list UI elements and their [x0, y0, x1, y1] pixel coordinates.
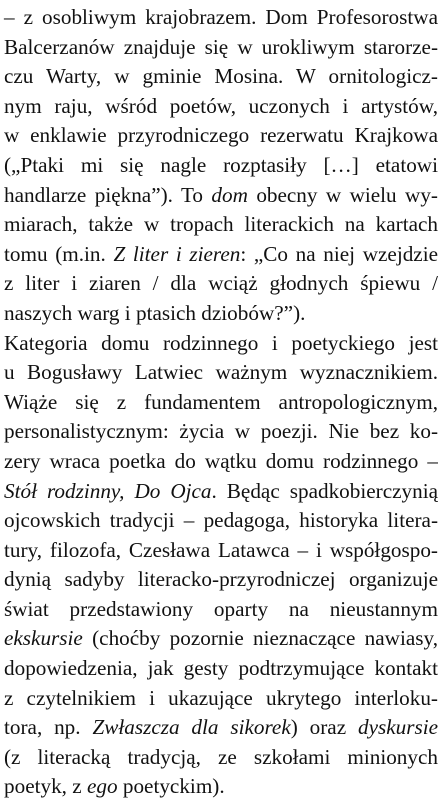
text-segment: tora, np. [4, 715, 93, 740]
text-segment: w enklawie przyrodniczego rezerwatu Krajkowa [4, 123, 438, 148]
text-segment: (z literacką tradycją, ze szkołami minionych [4, 744, 438, 769]
text-line [4, 121, 438, 151]
text-line [4, 624, 438, 654]
text-line [4, 654, 438, 684]
italic-text-segment: Zwłaszcza dla sikorek [92, 715, 291, 740]
text-segment: Balcerzanów znajduje się w urokliwym starorze- [4, 34, 438, 59]
text-line [4, 33, 438, 63]
text-line [4, 743, 438, 773]
text-line [4, 299, 438, 329]
text-line [4, 595, 438, 625]
text-segment: ) oraz [290, 715, 358, 740]
text-segment: naszych warg i ptasich dziobów?”). [4, 300, 306, 325]
text-segment: dopowiedzenia, jak gesty podtrzymujące kontakt [4, 656, 438, 681]
text-line [4, 329, 438, 359]
text-line [4, 92, 438, 122]
italic-text-segment: dyskursie [357, 715, 438, 740]
text-segment: poetyckim). [117, 774, 225, 799]
text-line [4, 684, 438, 714]
text-segment: z liter i ziaren / dla wciąż głodnych śpiewu / [4, 271, 438, 296]
text-segment: tomu (m.in. [4, 241, 114, 266]
text-segment: dynią sadyby literacko-przyrodniczej organizuje [4, 567, 438, 592]
text-segment: handlarze piękna”). To [4, 182, 212, 207]
text-segment: zery wraca poetka do wątku domu rodzinnego – [4, 448, 438, 473]
text-line [4, 477, 438, 507]
text-segment: (choćby pozornie nieznaczące nawiasy, [82, 626, 438, 651]
italic-text-segment: dom [211, 182, 248, 207]
text-segment: . Będąc spadkobierczynią [211, 478, 438, 503]
text-line [4, 269, 438, 299]
text-line [4, 210, 438, 240]
text-segment: z czytelnikiem i ukazujące ukrytego interloku- [4, 685, 438, 710]
text-segment: miarach, także w tropach literackich na kartach [4, 212, 438, 237]
text-segment: czu Warty, w gminie Mosina. W ornitologicz- [4, 64, 438, 89]
text-segment: : „Co na niej wzejdzie [240, 241, 438, 266]
text-line [4, 565, 438, 595]
text-segment: tury, filozofa, Czesława Latawca – i współgospo- [4, 537, 438, 562]
text-segment: u Bogusławy Latwiec ważnym wyznacznikiem. [4, 360, 438, 385]
text-segment: Wiąże się z fundamentem antropologicznym, [4, 389, 438, 414]
text-line [4, 388, 438, 418]
text-segment: personalistycznym: życia w poezji. Nie bez ko- [4, 419, 438, 444]
text-line [4, 536, 438, 566]
italic-text-segment: ekskursie [4, 626, 83, 651]
text-line [4, 713, 438, 743]
text-line [4, 181, 438, 211]
text-segment: nym raju, wśród poetów, uczonych i artystów, [4, 93, 438, 118]
italic-text-segment: Z liter i zieren [113, 241, 241, 266]
italic-text-segment: Stół rodzinny, Do Ojca [4, 478, 212, 503]
text-line [4, 417, 438, 447]
italic-text-segment: ego [86, 774, 118, 799]
text-segment: – z osobliwym krajobrazem. Dom Profesorostwa [4, 5, 438, 29]
text-line [4, 358, 438, 388]
text-line [4, 62, 438, 92]
text-line [4, 447, 438, 477]
text-line [4, 240, 438, 270]
text-line [4, 151, 438, 181]
text-segment: („Ptaki mi się nagle rozptasiły […] etatowi [4, 152, 438, 177]
text-line [4, 772, 438, 802]
body-text [4, 3, 438, 802]
text-segment: świat przedstawiony oparty na nieustannym [4, 596, 438, 621]
text-line [4, 506, 438, 536]
text-segment: Kategoria domu rodzinnego i poetyckiego jest [4, 330, 438, 355]
text-segment: ojcowskich tradycji – pedagoga, historyka litera- [4, 508, 438, 533]
text-line [4, 3, 438, 33]
text-segment: poetyk, z [4, 774, 87, 799]
text-segment: obecny w wielu wy- [247, 182, 438, 207]
